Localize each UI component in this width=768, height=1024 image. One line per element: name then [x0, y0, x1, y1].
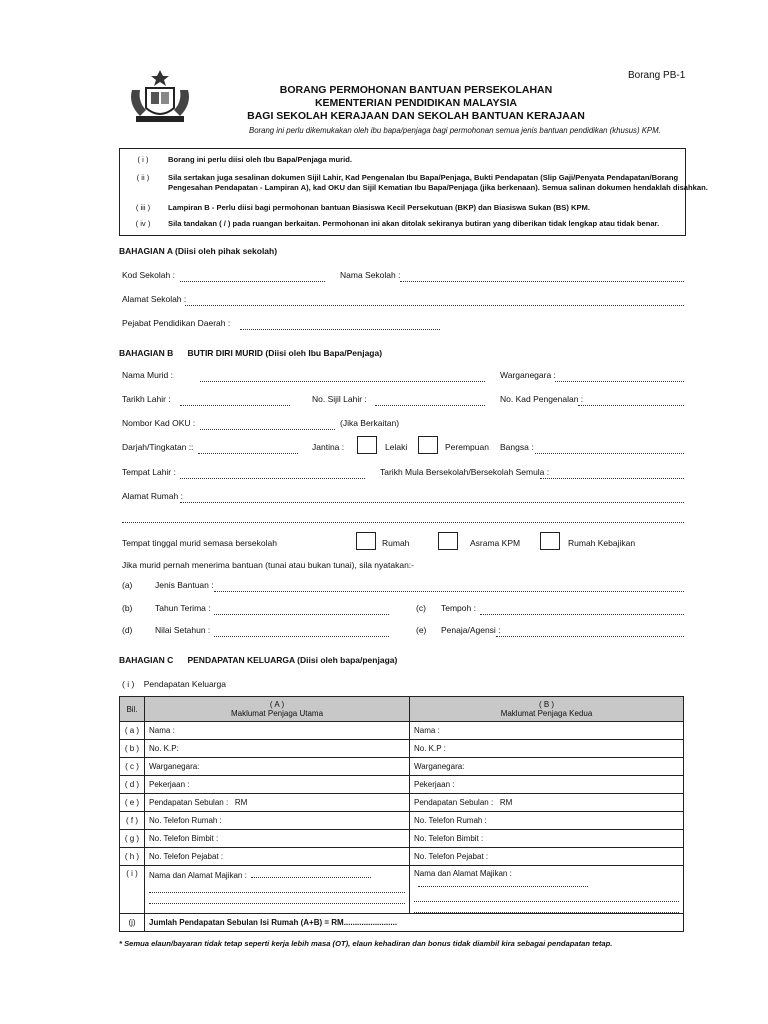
tel-bimbit-a-cell[interactable]: No. Telefon Bimbit : — [145, 830, 410, 848]
lelaki-checkbox[interactable] — [357, 436, 377, 454]
warganegara-label: Warganegara : — [500, 370, 556, 380]
perempuan-checkbox[interactable] — [418, 436, 438, 454]
nama-a-cell[interactable]: Nama : — [145, 722, 410, 740]
tel-bimbit-b-cell[interactable]: No. Telefon Bimbit : — [410, 830, 684, 848]
kad-pengenalan-field[interactable] — [578, 405, 684, 406]
kad-oku-label: Nombor Kad OKU : — [122, 418, 196, 428]
tempat-lahir-field[interactable] — [180, 478, 365, 479]
form-code: Borang PB-1 — [628, 70, 686, 81]
table-row: ( f ) No. Telefon Rumah : No. Telefon Rumah : — [120, 812, 684, 830]
tempoh-field[interactable] — [480, 614, 684, 615]
footnote: * Semua elaun/bayaran tidak tetap seperti kerja lebih masa (OT), elaun kehadiran dan bonus tidak diambil kira sebagai pendapatan tetap. — [119, 939, 613, 948]
table-row: ( a ) Nama : Nama : — [120, 722, 684, 740]
darjah-label: Darjah/Tingkatan : — [122, 442, 192, 452]
title-line1: BORANG PERMOHONAN BANTUAN PERSEKOLAHAN — [279, 84, 553, 96]
nama-sekolah-label: Nama Sekolah : — [340, 270, 401, 280]
table-row: ( h ) No. Telefon Pejabat : No. Telefon Pejabat : — [120, 848, 684, 866]
item-e-label: (e) — [416, 625, 427, 635]
alamat-sekolah-field[interactable] — [185, 305, 684, 306]
warganegara-field[interactable] — [555, 381, 684, 382]
tel-pejabat-b-cell[interactable]: No. Telefon Pejabat : — [410, 848, 684, 866]
jenis-bantuan-label: Jenis Bantuan : — [155, 580, 214, 590]
tempat-tinggal-label: Tempat tinggal murid semasa bersekolah — [122, 538, 277, 548]
title-line3: BAGI SEKOLAH KERAJAAN DAN SEKOLAH BANTUAN KERAJAAN — [247, 110, 585, 122]
kp-a-cell[interactable]: No. K.P: — [145, 740, 410, 758]
table-row: ( d ) Pekerjaan : Pekerjaan : — [120, 776, 684, 794]
kod-sekolah-field[interactable] — [180, 281, 325, 282]
table-row-total: (j) Jumlah Pendapatan Sebulan Isi Rumah (A+B) = RM........................ — [120, 914, 684, 932]
title-line2: KEMENTERIAN PENDIDIKAN MALAYSIA — [314, 97, 518, 109]
nilai-setahun-label: Nilai Setahun : — [155, 625, 211, 635]
tempat-lahir-label: Tempat Lahir : — [122, 467, 176, 477]
col-bil-header: Bil. — [120, 697, 145, 722]
col-b-header: ( B ) Maklumat Penjaga Kedua — [410, 697, 684, 722]
nama-sekolah-field[interactable] — [400, 281, 684, 282]
rumah-kebajikan-checkbox[interactable] — [540, 532, 560, 550]
crest-logo — [126, 66, 194, 126]
jika-berkaitan-note: (Jika Berkaitan) — [340, 418, 400, 428]
item-b-label: (b) — [122, 603, 133, 613]
tarikh-mula-field[interactable] — [540, 478, 684, 479]
title-subtitle: Borang ini perlu dikemukakan oleh ibu bapa/penjaga bagi permohonan semua jenis bantuan pendidikan (khusus) KPM. — [249, 126, 661, 135]
sijil-lahir-label: No. Sijil Lahir : — [312, 394, 367, 404]
table-row: ( g ) No. Telefon Bimbit : No. Telefon Bimbit : — [120, 830, 684, 848]
tel-pejabat-a-cell[interactable]: No. Telefon Pejabat : — [145, 848, 410, 866]
asrama-checkbox[interactable] — [438, 532, 458, 550]
warganegara-b-cell[interactable]: Warganegara: — [410, 758, 684, 776]
majikan-b-cell[interactable]: Nama dan Alamat Majikan : — [410, 866, 684, 914]
perempuan-label: Perempuan — [445, 442, 489, 452]
pendapatan-a-cell[interactable]: Pendapatan Sebulan : RM — [145, 794, 410, 812]
col-a-header: ( A ) Maklumat Penjaga Utama — [145, 697, 410, 722]
nama-murid-label: Nama Murid : — [122, 370, 174, 380]
alamat-rumah-field-2[interactable] — [122, 522, 684, 523]
majikan-a-cell[interactable]: Nama dan Alamat Majikan : — [145, 866, 410, 914]
table-header-row — [120, 697, 684, 722]
section-a-heading: BAHAGIAN A (Diisi oleh pihak sekolah) — [119, 246, 278, 256]
jika-murid-text: Jika murid pernah menerima bantuan (tunai atau bukan tunai), sila nyatakan:- — [122, 560, 415, 570]
tarikh-lahir-field[interactable] — [180, 405, 290, 406]
jantina-label: Jantina : — [312, 442, 345, 452]
warganegara-a-cell[interactable]: Warganegara: — [145, 758, 410, 776]
sijil-lahir-field[interactable] — [375, 405, 485, 406]
pendapatan-keluarga-sub: ( i ) Pendapatan Keluarga — [122, 679, 226, 689]
rumah-checkbox[interactable] — [356, 532, 376, 550]
section-c-heading: BAHAGIAN C PENDAPATAN KELUARGA (Diisi oleh bapa/penjaga) — [119, 655, 398, 665]
jenis-bantuan-field[interactable] — [214, 591, 684, 592]
tel-rumah-b-cell[interactable]: No. Telefon Rumah : — [410, 812, 684, 830]
income-table — [119, 696, 684, 932]
alamat-rumah-label: Alamat Rumah : — [122, 491, 183, 501]
alamat-rumah-field[interactable] — [180, 502, 684, 503]
rumah-kebajikan-label: Rumah Kebajikan — [568, 538, 636, 548]
table-row: ( b ) No. K.P: No. K.P : — [120, 740, 684, 758]
darjah-field[interactable] — [198, 453, 298, 454]
nama-b-cell[interactable]: Nama : — [410, 722, 684, 740]
tempoh-label: Tempoh : — [441, 603, 476, 613]
table-row: ( e ) Pendapatan Sebulan : RM Pendapatan Sebulan : RM — [120, 794, 684, 812]
kp-b-cell[interactable]: No. K.P : — [410, 740, 684, 758]
rumah-label: Rumah — [382, 538, 410, 548]
section-b-heading: BAHAGIAN B BUTIR DIRI MURID (Diisi oleh Ibu Bapa/Penjaga) — [119, 348, 383, 358]
kad-oku-field[interactable] — [200, 429, 335, 430]
total-income-cell[interactable]: Jumlah Pendapatan Sebulan Isi Rumah (A+B) = RM........................ — [145, 914, 684, 932]
table-row: ( c ) Warganegara: Warganegara: — [120, 758, 684, 776]
item-a-label: (a) — [122, 580, 133, 590]
bangsa-field[interactable] — [535, 453, 684, 454]
nilai-setahun-field[interactable] — [214, 636, 389, 637]
item-c-label: (c) — [416, 603, 426, 613]
asrama-label: Asrama KPM — [470, 538, 521, 548]
pendapatan-b-cell[interactable]: Pendapatan Sebulan : RM — [410, 794, 684, 812]
darjah-colon: : — [191, 442, 194, 452]
penaja-label: Penaja/Agensi : — [441, 625, 501, 635]
pekerjaan-b-cell[interactable]: Pekerjaan : — [410, 776, 684, 794]
tarikh-mula-label: Tarikh Mula Bersekolah/Bersekolah Semula : — [380, 467, 550, 477]
bangsa-label: Bangsa : — [500, 442, 534, 452]
ppd-label: Pejabat Pendidikan Daerah : — [122, 318, 231, 328]
notes-box: ( i ) Borang ini perlu diisi oleh Ibu Bapa/Penjaga murid. ( ii ) Sila sertakan juga sesalinan dokumen Sijil Lahir, Kad Pengenalan Ibu Bapa/Penjaga, Bukti Pendapatan (Slip Gaji/Penyata Pendapatan/Borang Pengesahan Pendapatan - Lampiran A), kad OKU dan Sijil Kematian Ibu Bapa/Penjaga (jika berkenaan). Semua salinan dokumen hendaklah disahkan. ( iii ) Lampiran B - Perlu diisi bagi permohonan bantuan Biasiswa Kecil Persekutuan (BKP) dan Biasiswa Sukan (BS) KPM. ( iv ) Sila tandakan ( / ) pada ruangan berkaitan. Permohonan ini akan ditolak sekiranya butiran yang diberikan tidak lengkap atau tidak benar. — [119, 148, 686, 236]
kod-sekolah-label: Kod Sekolah : — [122, 270, 175, 280]
penaja-field[interactable] — [496, 636, 684, 637]
tahun-terima-label: Tahun Terima : — [155, 603, 211, 613]
alamat-sekolah-label: Alamat Sekolah : — [122, 294, 187, 304]
kad-pengenalan-label: No. Kad Pengenalan : — [500, 394, 584, 404]
table-row: ( i ) Nama dan Alamat Majikan : Nama dan Alamat Majikan : — [120, 866, 684, 914]
pekerjaan-a-cell[interactable]: Pekerjaan : — [145, 776, 410, 794]
lelaki-label: Lelaki — [385, 442, 408, 452]
nama-murid-field[interactable] — [200, 381, 485, 382]
tel-rumah-a-cell[interactable]: No. Telefon Rumah : — [145, 812, 410, 830]
ppd-field[interactable] — [240, 329, 440, 330]
item-d-label: (d) — [122, 625, 133, 635]
tahun-terima-field[interactable] — [214, 614, 389, 615]
tarikh-lahir-label: Tarikh Lahir : — [122, 394, 171, 404]
